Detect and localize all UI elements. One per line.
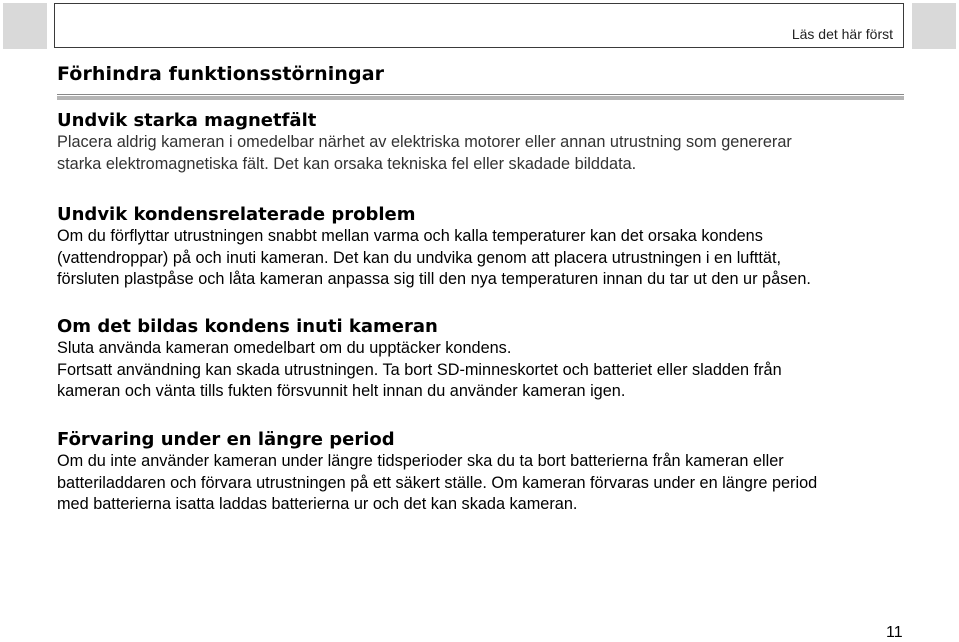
running-header [54,3,904,48]
paragraph-line: med batterierna isatta laddas batterierna ur och det kan skada kameran. [57,495,578,513]
section-condensation-inside [57,316,907,403]
paragraph-line: försluten plastpåse och låta kameran anpassa sig till den nya temperaturen innan du tar ut den ur påsen. [57,270,811,288]
section-heading: Förvaring under en längre period [57,429,395,450]
page-title: Förhindra funktionsstörningar [57,63,385,85]
paragraph-line: batteriladdaren och förvara utrustningen på ett säkert ställe. Om kameran förvaras under en längre period [57,473,818,492]
page-number: 11 [886,624,903,641]
section-condensation [57,204,907,291]
section-heading: Om det bildas kondens inuti kameran [57,316,438,337]
paragraph-line: Placera aldrig kameran i omedelbar närhet av elektriska motorer eller annan utrustning som genererar [57,133,792,151]
running-header-title: Läs det här först [791,26,893,42]
paragraph-line: Om du förflyttar utrustningen snabbt mellan varma och kalla temperaturer kan det orsaka kondens [57,227,763,245]
title-rule-thin [57,94,904,95]
corner-tab-left [3,3,47,49]
paragraph-line: Fortsatt användning kan skada utrustningen. Ta bort SD-minneskortet och batteriet eller sladden från [57,360,782,379]
paragraph-line: kameran och vänta tills fukten försvunnit helt innan du använder kameran igen. [57,382,626,400]
section-heading: Undvik starka magnetfält [57,110,317,131]
corner-tab-right [912,3,956,49]
title-rule-thick [57,96,904,100]
paragraph-line: Sluta använda kameran omedelbart om du upptäcker kondens. [57,339,512,357]
section-magnetic-fields [57,110,907,175]
section-heading: Undvik kondensrelaterade problem [57,204,416,225]
section-long-term-storage [57,429,907,516]
paragraph-line: (vattendroppar) på och inuti kameran. Det kan du undvika genom att placera utrustningen i en lufttät, [57,248,782,267]
paragraph-line: Om du inte använder kameran under längre tidsperioder ska du ta bort batterierna från kameran eller [57,452,784,470]
paragraph-line: starka elektromagnetiska fält. Det kan orsaka tekniska fel eller skadade bilddata. [57,154,637,173]
